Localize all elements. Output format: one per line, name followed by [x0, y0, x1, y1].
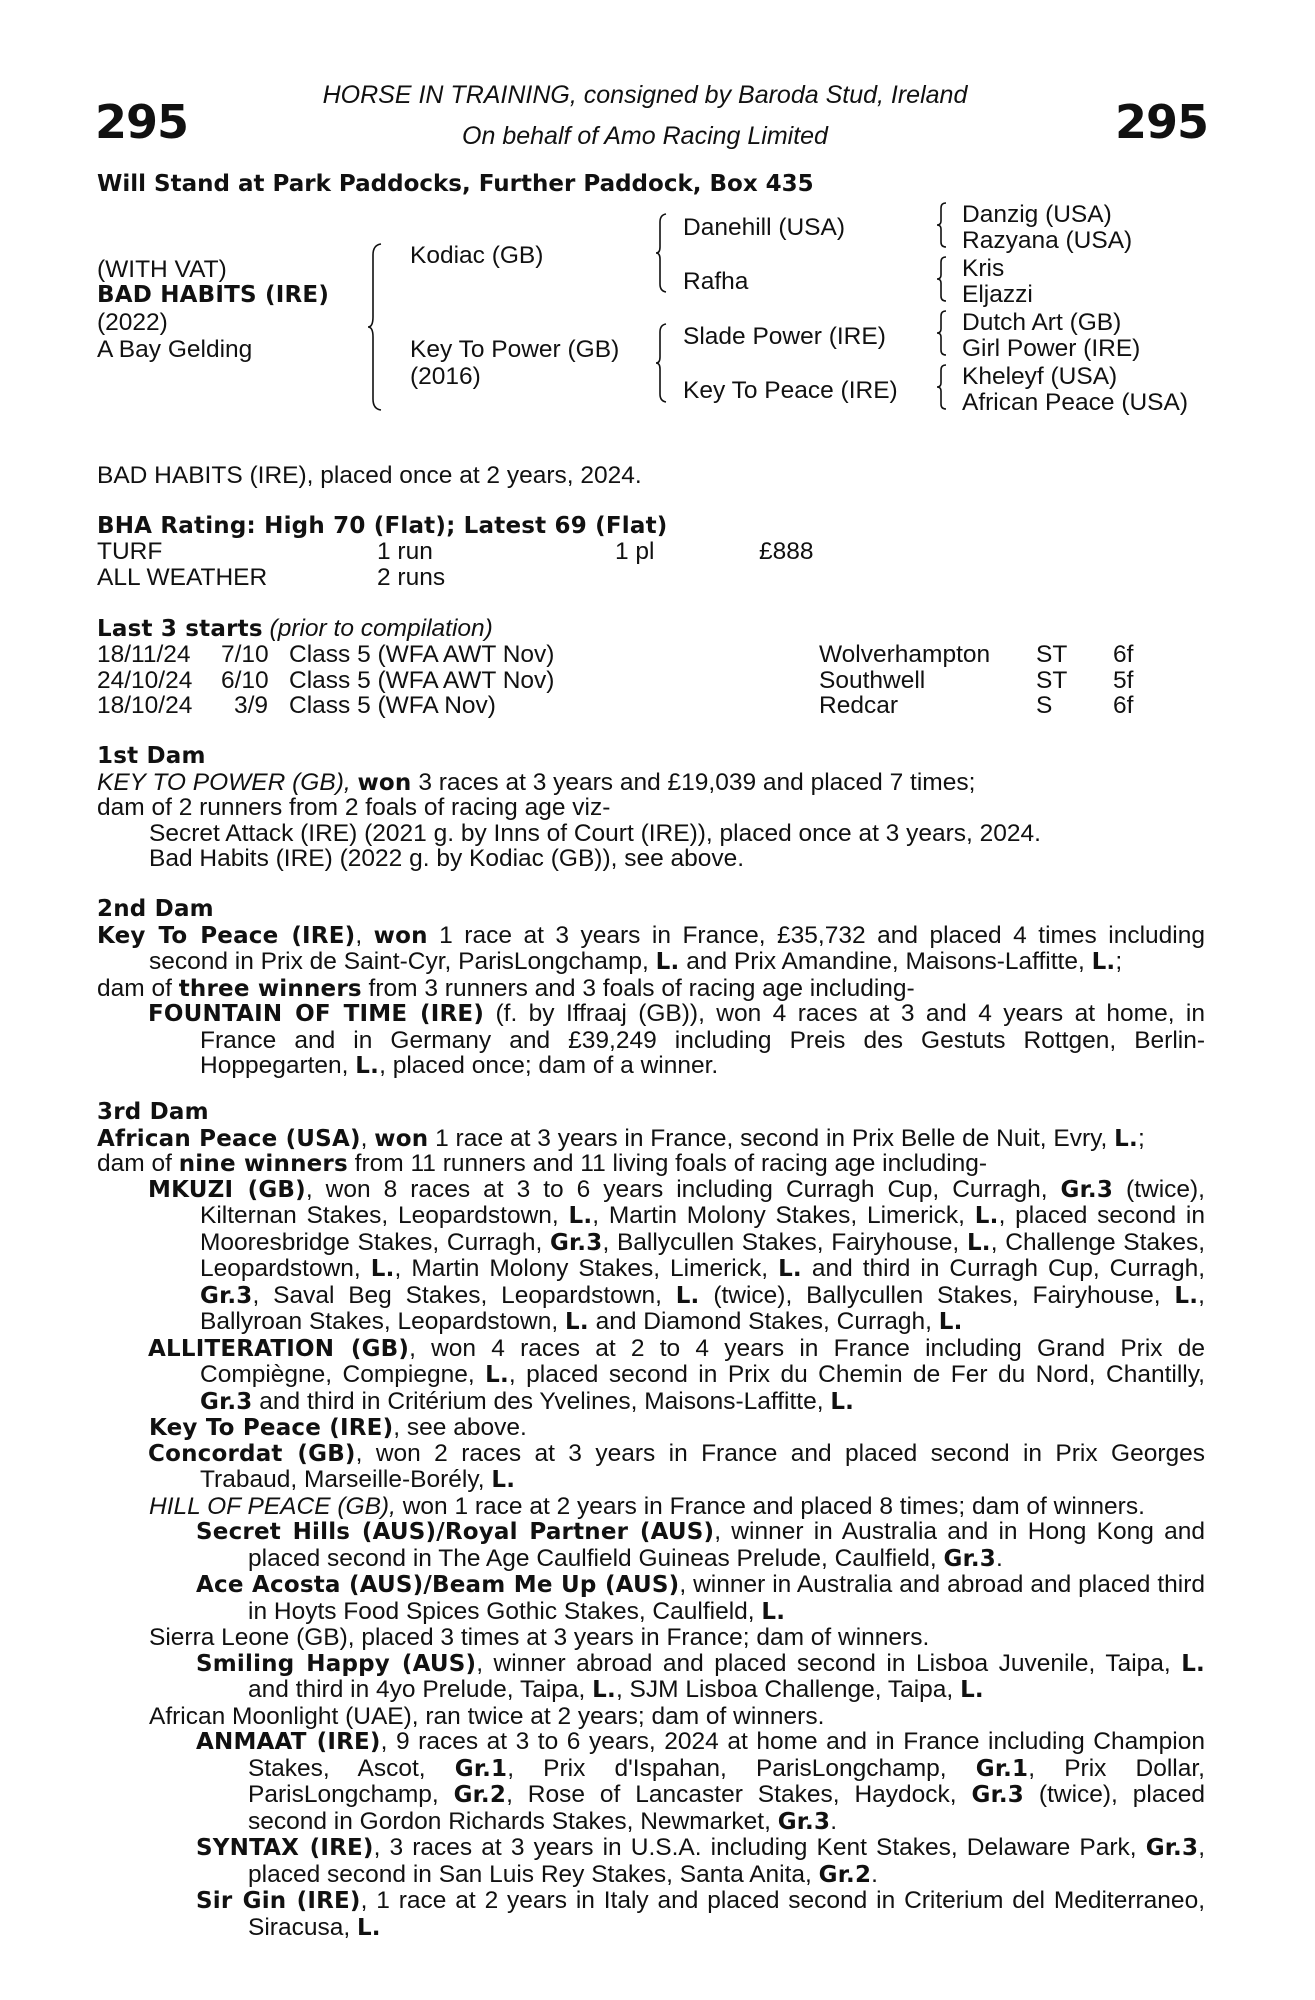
- record-text: , Martin Molony Stakes, Limerick,: [394, 1255, 779, 1282]
- offspring-name: Ace Acosta (AUS)/Beam Me Up (AUS): [196, 1572, 680, 1598]
- sierra-leone-entry: Sierra Leone (GB), placed 3 times at 3 years in France; dam of winners.: [149, 1624, 930, 1651]
- group-mark: Gr.2: [818, 1861, 872, 1888]
- offspring-name: Smiling Happy (AUS): [196, 1650, 477, 1677]
- record-text: , winner in Australia and in Hong Kong and placed second in The Age Caulfield Guineas Prelude, Caulfield,: [248, 1518, 1205, 1572]
- start-date: 18/10/24: [97, 692, 193, 719]
- record-text: , Ballyroan Stakes, Leopardstown,: [200, 1281, 1205, 1335]
- listed-mark: L.: [485, 1362, 509, 1388]
- group-mark: Gr.3: [200, 1282, 253, 1309]
- first-dam-record: [97, 770, 1205, 796]
- offspring-name: ANMAAT (IRE): [196, 1729, 381, 1755]
- pedigree-dam: Key To Power (GB): [410, 336, 620, 363]
- record-text: , Prix Dollar, ParisLongchamp,: [248, 1754, 1205, 1808]
- first-dam-offspring: Bad Habits (IRE) (2022 g. by Kodiac (GB)), see above.: [149, 845, 745, 872]
- record-text: , Rose of Lancaster Stakes, Haydock,: [506, 1781, 972, 1808]
- won-label: won: [357, 769, 412, 796]
- first-dam-produce-line: dam of 2 runners from 2 foals of racing age viz-: [97, 794, 611, 821]
- record-text: , see above.: [393, 1414, 527, 1441]
- first-dam-offspring: Secret Attack (IRE) (2021 g. by Inns of Court (IRE)), placed once at 3 years, 2024.: [149, 819, 1041, 847]
- pedigree-dam-sire: Slade Power (IRE): [683, 323, 886, 350]
- record-text: (twice), Kilternan Stakes, Leopardstown,: [200, 1175, 1205, 1229]
- secret-hills-entry: [97, 1519, 1205, 1572]
- listed-mark: L.: [761, 1598, 786, 1625]
- last-starts-title: Last 3 starts: [97, 616, 263, 642]
- record-text: , Martin Molony Stakes, Limerick,: [592, 1202, 975, 1229]
- first-dam-heading: 1st Dam: [97, 743, 206, 769]
- start-position: 6/10: [221, 667, 269, 694]
- start-date: 18/11/24: [97, 641, 191, 668]
- concordat-entry: [97, 1441, 1205, 1494]
- record-text: , won 2 races at 3 years in France and placed second in Prix Georges Trabaud, Marseille-Borély,: [200, 1439, 1205, 1493]
- pedigree-brace-gg4: [936, 364, 948, 410]
- anmaat-entry: [97, 1729, 1205, 1835]
- smiling-happy-entry: [97, 1651, 1205, 1704]
- offspring-name: FOUNTAIN OF TIME (IRE): [148, 1001, 485, 1027]
- record-text: and Prix Amandine, Maisons-Laffitte,: [679, 948, 1092, 975]
- produce-text: dam of: [97, 974, 179, 1002]
- pedigree-ggp-8: African Peace (USA): [962, 389, 1189, 416]
- pedigree-sire: Kodiac (GB): [410, 242, 544, 269]
- record-text: , winner in Australia and abroad and placed third in Hoyts Food Spices Gothic Stakes, Caulfield,: [248, 1571, 1206, 1625]
- record-text: and third in Curragh Cup, Curragh,: [801, 1255, 1206, 1282]
- record-text: ;: [1137, 1124, 1145, 1152]
- listed-mark: L.: [356, 1914, 381, 1941]
- listed-mark: L.: [655, 949, 680, 975]
- third-dam-section: [97, 1100, 1205, 1941]
- offspring-name: Sir Gin (IRE): [196, 1888, 361, 1914]
- listed-mark: L.: [1091, 949, 1116, 975]
- pedigree-ggp-2: Razyana (USA): [962, 227, 1133, 254]
- group-mark: Gr.3: [200, 1388, 253, 1415]
- record-text: .: [871, 1860, 878, 1888]
- record-text: , placed second in San Luis Rey Stakes, Santa Anita,: [248, 1834, 1205, 1888]
- record-text: , winner abroad and placed second in Lisboa Juvenile, Taipa,: [476, 1649, 1182, 1677]
- rating-surface: ALL WEATHER: [97, 564, 268, 591]
- mkuzi-entry: [97, 1177, 1205, 1336]
- start-distance: 6f: [1113, 641, 1134, 668]
- listed-mark: L.: [675, 1282, 700, 1309]
- offspring-name: Secret Hills (AUS)/Royal Partner (AUS): [196, 1519, 715, 1545]
- offspring-name: MKUZI (GB): [148, 1176, 306, 1203]
- record-text: 1 race at 3 years in France, £35,732 and placed 4 times including second in Prix de Saint-Cyr, ParisLongchamp,: [149, 921, 1205, 975]
- comma: ,: [355, 921, 363, 949]
- start-course: Redcar: [819, 692, 898, 719]
- pedigree-ggp-1: Danzig (USA): [962, 201, 1112, 228]
- record-text: (twice), Ballycullen Stakes, Fairyhouse,: [699, 1281, 1175, 1309]
- pedigree-brace-gg2: [936, 256, 948, 302]
- group-mark: Gr.3: [943, 1545, 997, 1572]
- won-label: won: [373, 922, 428, 949]
- record-text: , Prix d'Ispahan, ParisLongchamp,: [507, 1754, 976, 1782]
- pedigree-dam-dam: Key To Peace (IRE): [683, 377, 898, 404]
- horse-name: BAD HABITS (IRE): [97, 282, 330, 308]
- produce-text: from 3 runners and 3 foals of racing age including-: [361, 974, 915, 1002]
- listed-mark: L.: [1114, 1125, 1138, 1152]
- second-dam-heading: 2nd Dam: [97, 896, 214, 922]
- fountain-of-time-entry: [97, 1001, 1205, 1080]
- second-dam-section: [97, 897, 1205, 1080]
- pedigree-brace-gg1: [936, 202, 948, 248]
- listed-mark: L.: [974, 1203, 999, 1229]
- offspring-name: HILL OF PEACE (GB),: [149, 1492, 396, 1520]
- won-label: won: [374, 1125, 429, 1152]
- record-text: , Ballycullen Stakes, Fairyhouse,: [602, 1228, 967, 1256]
- last-starts-note: (prior to compilation): [269, 615, 493, 642]
- record-text: and Diamond Stakes, Curragh,: [588, 1308, 939, 1335]
- rating-runs: 2 runs: [377, 564, 446, 591]
- listed-mark: L.: [355, 1053, 380, 1079]
- start-course: Southwell: [819, 667, 926, 694]
- offspring-name: ALLITERATION (GB): [148, 1335, 410, 1362]
- record-text: ;: [1115, 948, 1123, 975]
- pedigree-dam-year: (2016): [410, 363, 481, 390]
- lot-number-right: 295: [1115, 95, 1209, 149]
- record-text: 1 race at 3 years in France, second in Prix Belle de Nuit, Evry,: [428, 1124, 1115, 1152]
- african-moonlight-entry: African Moonlight (UAE), ran twice at 2 years; dam of winners.: [149, 1702, 825, 1730]
- third-dam-produce-line: [97, 1151, 1205, 1177]
- start-position: 3/9: [234, 692, 269, 719]
- rating-runs: 1 run: [377, 538, 433, 565]
- consignor-line: HORSE IN TRAINING, consigned by Baroda Stud, Ireland: [322, 81, 968, 109]
- start-distance: 6f: [1113, 692, 1134, 719]
- group-mark: Gr.3: [1060, 1176, 1114, 1203]
- rating-surface: TURF: [97, 538, 163, 565]
- second-dam-record: [97, 923, 1205, 976]
- record-text: , won 8 races at 3 to 6 years including Curragh Cup, Curragh,: [305, 1175, 1061, 1203]
- record-text: , 3 races at 3 years in U.S.A. including Kent Stakes, Delaware Park,: [373, 1834, 1146, 1861]
- record-text: won 1 race at 2 years in France and placed 8 times; dam of winners.: [395, 1492, 1145, 1520]
- listed-mark: L.: [830, 1388, 855, 1415]
- record-text: , Challenge Stakes, Leopardstown,: [200, 1228, 1206, 1282]
- pedigree-brace-main: [367, 243, 385, 411]
- key-to-peace-entry: [97, 1415, 1205, 1441]
- rating-placed: 1 pl: [615, 538, 655, 565]
- offspring-name: SYNTAX (IRE): [196, 1835, 374, 1861]
- listed-mark: L.: [568, 1203, 593, 1229]
- record-text: , placed once; dam of a winner.: [379, 1052, 719, 1079]
- produce-text: dam of: [97, 1150, 179, 1177]
- rating-prize: £888: [759, 538, 814, 565]
- third-dam-heading: 3rd Dam: [97, 1099, 209, 1125]
- lot-number-left: 295: [95, 95, 189, 149]
- start-race: Class 5 (WFA AWT Nov): [289, 667, 555, 694]
- listed-mark: L.: [1174, 1282, 1199, 1309]
- first-dam-text: 3 races at 3 years and £19,039 and placed 7 times;: [411, 768, 976, 796]
- pedigree-ggp-4: Eljazzi: [962, 281, 1033, 308]
- record-text: .: [996, 1544, 1003, 1572]
- winners-count: nine winners: [178, 1151, 348, 1177]
- start-race: Class 5 (WFA AWT Nov): [289, 641, 555, 668]
- listed-mark: L.: [1181, 1650, 1205, 1677]
- listed-mark: L.: [960, 1677, 984, 1703]
- record-text: , won 4 races at 2 to 4 years in France including Grand Prix de Compiègne, Compiegne,: [200, 1334, 1205, 1388]
- horse-year: (2022): [97, 309, 168, 336]
- listed-mark: L.: [370, 1256, 395, 1282]
- offspring-name: Concordat (GB): [148, 1440, 356, 1467]
- winners-count: three winners: [178, 975, 362, 1002]
- syntax-entry: [97, 1835, 1205, 1888]
- second-dam-name: Key To Peace (IRE): [97, 922, 356, 949]
- hill-of-peace-entry: [97, 1494, 1205, 1520]
- horse-description: A Bay Gelding: [97, 336, 253, 363]
- record-text: , placed second in Prix du Chemin de Fer du Nord, Chantilly,: [508, 1361, 1205, 1388]
- pedigree-brace-sire: [655, 213, 669, 293]
- ace-acosta-entry: [97, 1572, 1205, 1625]
- start-date: 24/10/24: [97, 667, 193, 694]
- comma: ,: [360, 1124, 368, 1152]
- record-text: , SJM Lisboa Challenge, Taipa,: [615, 1676, 961, 1703]
- record-text: and third in 4yo Prelude, Taipa,: [248, 1676, 593, 1703]
- bha-rating: BHA Rating: High 70 (Flat); Latest 69 (Flat): [97, 513, 668, 539]
- group-mark: Gr.3: [971, 1782, 1024, 1808]
- pedigree-sire-sire: Danehill (USA): [683, 214, 846, 241]
- first-dam-section: [97, 744, 1205, 872]
- alliteration-entry: [97, 1336, 1205, 1416]
- pedigree-sire-dam: Rafha: [683, 268, 749, 295]
- listed-mark: L.: [565, 1309, 589, 1335]
- group-mark: Gr.2: [453, 1782, 507, 1808]
- pedigree-brace-gg3: [936, 310, 948, 356]
- record-text: .: [830, 1807, 838, 1835]
- sir-gin-entry: [97, 1888, 1205, 1941]
- group-mark: Gr.3: [777, 1808, 831, 1835]
- record-text: , placed second in Mooresbridge Stakes, Curragh,: [200, 1202, 1206, 1256]
- group-mark: Gr.3: [1145, 1835, 1199, 1861]
- produce-text: from 11 runners and 11 living foals of racing age including-: [347, 1150, 988, 1177]
- start-going: ST: [1036, 641, 1068, 668]
- start-going: S: [1036, 692, 1053, 719]
- start-course: Wolverhampton: [819, 641, 991, 668]
- record-text: , 9 races at 3 to 6 years, 2024 at home and in France including Champion Stakes, Ascot,: [248, 1728, 1205, 1782]
- start-going: ST: [1036, 667, 1068, 694]
- record-text: , Saval Beg Stakes, Leopardstown,: [252, 1281, 676, 1309]
- pedigree-brace-dam: [655, 323, 669, 403]
- listed-mark: L.: [938, 1309, 963, 1335]
- listed-mark: L.: [778, 1256, 802, 1282]
- offspring-name: Key To Peace (IRE): [149, 1415, 394, 1441]
- listed-mark: L.: [966, 1229, 991, 1256]
- record-text: (twice), placed second in Gordon Richards Stakes, Newmarket,: [248, 1781, 1205, 1835]
- record-text: and third in Critérium des Yvelines, Maisons-Laffitte,: [252, 1387, 831, 1415]
- record-text: (f. by Iffraaj (GB)), won 4 races at 3 and 4 years at home, in France and in Germany and £39,249 including Preis des Gestuts Rottgen, Berlin-Hoppegarten,: [200, 1000, 1206, 1079]
- start-distance: 5f: [1113, 667, 1134, 694]
- last-starts-heading: [97, 616, 493, 643]
- vat-label: (WITH VAT): [97, 256, 227, 283]
- pedigree-ggp-3: Kris: [962, 255, 1005, 282]
- group-mark: Gr.1: [975, 1755, 1029, 1782]
- behalf-line: On behalf of Amo Racing Limited: [462, 122, 828, 150]
- race-summary: BAD HABITS (IRE), placed once at 2 years, 2024.: [97, 462, 642, 489]
- listed-mark: L.: [491, 1467, 516, 1493]
- start-position: 7/10: [221, 641, 269, 668]
- record-text: , 1 race at 2 years in Italy and placed second in Criterium del Mediterraneo, Siracusa,: [248, 1887, 1205, 1941]
- pedigree-ggp-7: Kheleyf (USA): [962, 363, 1118, 390]
- third-dam-name: African Peace (USA): [97, 1125, 361, 1152]
- first-dam-name: KEY TO POWER (GB),: [97, 768, 351, 796]
- pedigree-ggp-6: Girl Power (IRE): [962, 335, 1141, 362]
- start-race: Class 5 (WFA Nov): [289, 692, 496, 719]
- second-dam-produce-line: [97, 976, 1205, 1002]
- listed-mark: L.: [592, 1677, 616, 1703]
- stand-location: Will Stand at Park Paddocks, Further Paddock, Box 435: [97, 171, 814, 197]
- third-dam-record: [97, 1126, 1205, 1152]
- pedigree-ggp-5: Dutch Art (GB): [962, 309, 1122, 336]
- group-mark: Gr.1: [454, 1755, 508, 1782]
- group-mark: Gr.3: [549, 1229, 603, 1256]
